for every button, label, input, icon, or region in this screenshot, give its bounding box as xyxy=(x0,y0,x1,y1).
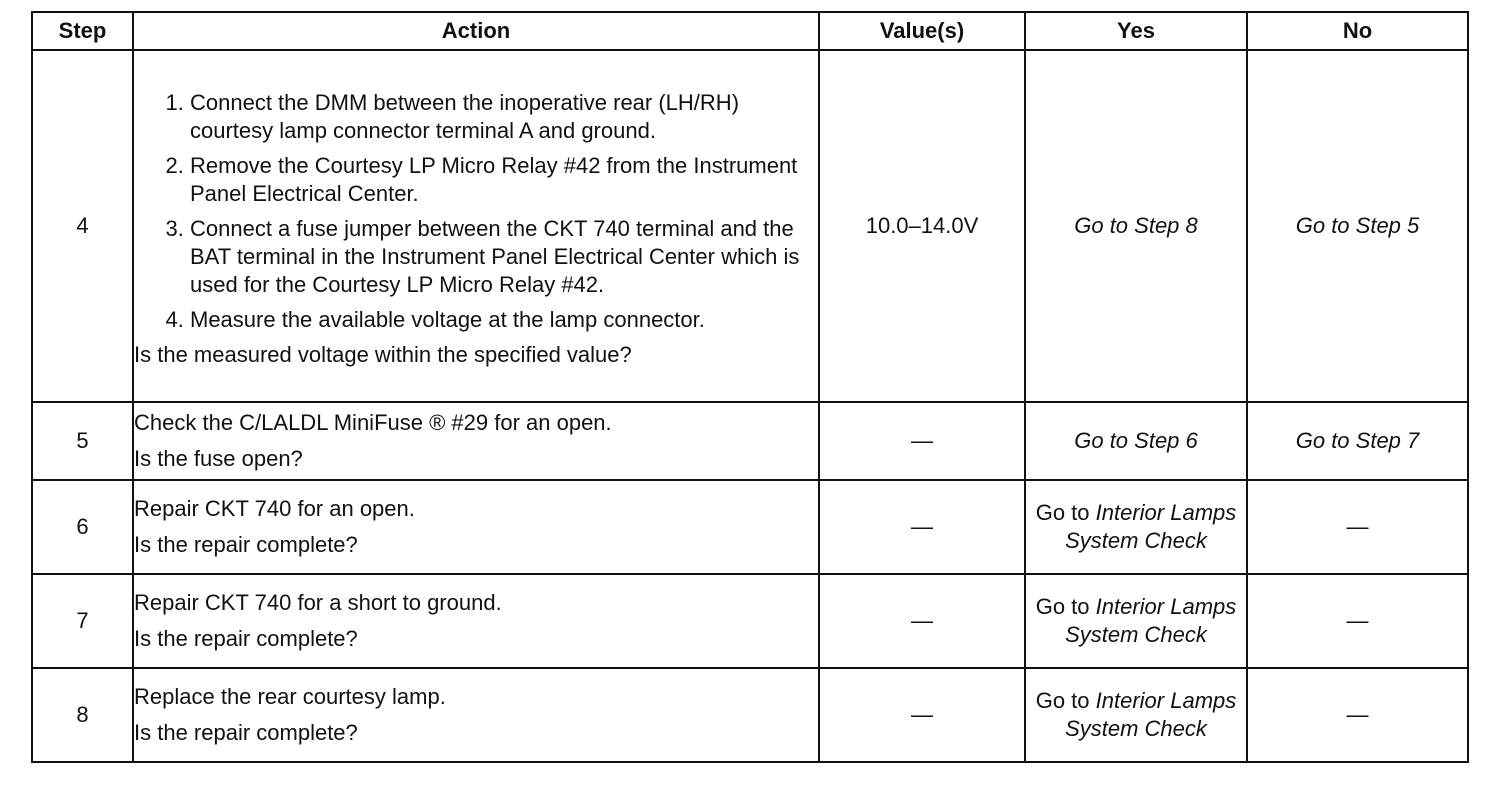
header-values: Value(s) xyxy=(819,12,1025,50)
action-step-item: 1. Connect the DMM between the inoperative rear (LH/RH) courtesy lamp connector terminal A and ground. xyxy=(190,89,818,145)
yes-goto-prefix: Go to xyxy=(1035,594,1096,619)
yes-cell xyxy=(1025,50,1247,402)
action-step-item: 3. Connect a fuse jumper between the CKT 740 terminal and the BAT terminal in the Instrument Panel Electrical Center which is used for the Courtesy LP Micro Relay #42. xyxy=(190,215,818,299)
value-cell: 10.0–14.0V xyxy=(819,50,1025,402)
header-no: No xyxy=(1247,12,1468,50)
action-question: Is the repair complete? xyxy=(134,532,358,557)
action-question: Is the repair complete? xyxy=(134,720,358,745)
no-cell xyxy=(1247,402,1468,480)
diagnostic-table xyxy=(31,11,1469,763)
action-step-item: 2. Remove the Courtesy LP Micro Relay #42 from the Instrument Panel Electrical Center. xyxy=(190,152,818,208)
header-step: Step xyxy=(32,12,133,50)
table-row xyxy=(32,480,1468,574)
no-cell: — xyxy=(1247,668,1468,762)
value-cell: — xyxy=(819,668,1025,762)
yes-goto-prefix: Go to xyxy=(1035,688,1096,713)
header-action: Action xyxy=(133,12,819,50)
no-goto: Go to Step 7 xyxy=(1295,428,1420,453)
no-cell: — xyxy=(1247,574,1468,668)
action-text: Repair CKT 740 for an open. xyxy=(134,496,415,521)
header-row xyxy=(32,12,1468,50)
table-row xyxy=(32,50,1468,402)
action-question: Is the repair complete? xyxy=(134,626,358,651)
yes-goto-target: Interior Lamps System Check xyxy=(1065,688,1237,741)
step-number: 4 xyxy=(32,50,133,402)
table-row xyxy=(32,402,1468,480)
value-cell: — xyxy=(819,402,1025,480)
action-text: Check the C/LALDL MiniFuse ® #29 for an open. xyxy=(134,410,612,435)
step-number: 7 xyxy=(32,574,133,668)
yes-cell xyxy=(1025,480,1247,574)
value-cell: — xyxy=(819,480,1025,574)
step-number: 5 xyxy=(32,402,133,480)
yes-goto-prefix: Go to xyxy=(1035,500,1096,525)
action-question: Is the fuse open? xyxy=(134,446,303,471)
action-text: Repair CKT 740 for a short to ground. xyxy=(134,590,502,615)
table-row xyxy=(32,668,1468,762)
yes-cell xyxy=(1025,574,1247,668)
yes-goto: Go to Step 6 xyxy=(1074,428,1198,453)
action-step-item: 4. Measure the available voltage at the lamp connector. xyxy=(190,306,818,334)
value-cell: — xyxy=(819,574,1025,668)
yes-goto: Go to Step 8 xyxy=(1074,213,1198,238)
no-cell xyxy=(1247,50,1468,402)
no-goto: Go to Step 5 xyxy=(1295,213,1420,238)
step-number: 8 xyxy=(32,668,133,762)
yes-cell xyxy=(1025,402,1247,480)
action-cell xyxy=(133,668,819,762)
yes-goto-target: Interior Lamps System Check xyxy=(1065,594,1237,647)
action-text: Replace the rear courtesy lamp. xyxy=(134,684,446,709)
action-cell xyxy=(133,480,819,574)
table-row xyxy=(32,574,1468,668)
action-steps-list xyxy=(134,89,818,334)
header-yes: Yes xyxy=(1025,12,1247,50)
yes-cell xyxy=(1025,668,1247,762)
action-question: Is the measured voltage within the specified value? xyxy=(134,342,632,367)
no-cell: — xyxy=(1247,480,1468,574)
step-number: 6 xyxy=(32,480,133,574)
yes-goto-target: Interior Lamps System Check xyxy=(1065,500,1237,553)
action-cell xyxy=(133,574,819,668)
action-cell xyxy=(133,50,819,402)
action-cell xyxy=(133,402,819,480)
